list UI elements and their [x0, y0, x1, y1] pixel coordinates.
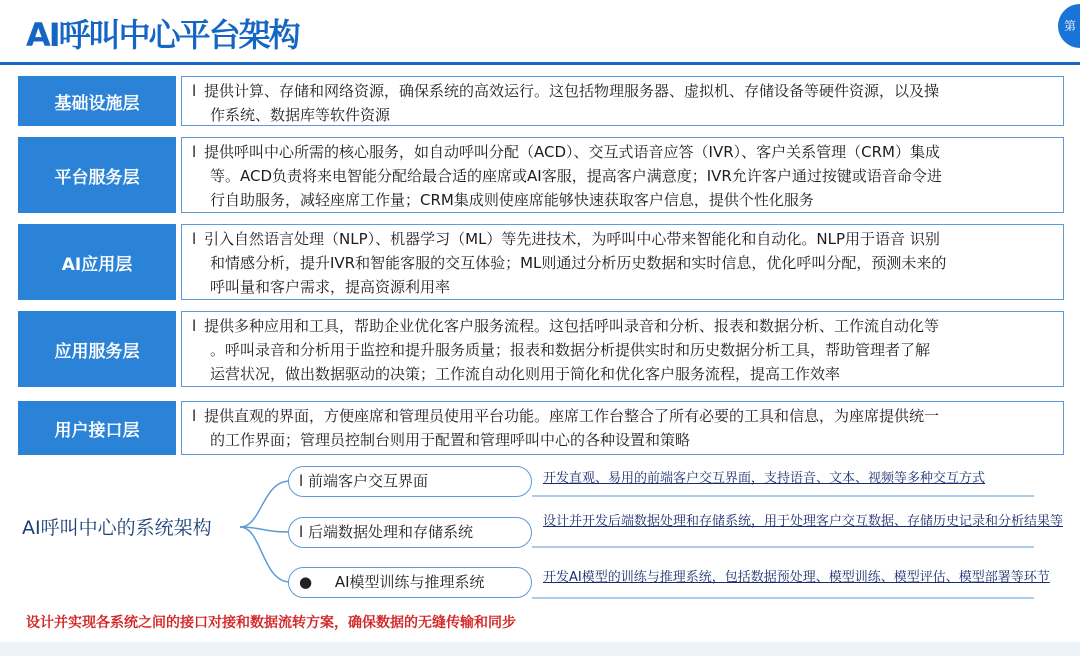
node-desc-backend: 设计并开发后端数据处理和存储系统，用于处理客户交互数据、存储历史记录和分析结果等: [543, 514, 1064, 529]
desc-line: 和情感分析，提升IVR和智能客服的交互体验；ML则通过分析历史数据和实时信息，优化呼叫分配，预测未来的: [210, 254, 947, 272]
node-marker: l: [299, 523, 304, 541]
node-marker: l: [299, 472, 304, 490]
layer-description: l 提供多种应用和工具，帮助企业优化客户服务流程。这包括呼叫录音和分析、报表和数据分析、工作流自动化等 。呼叫录音和分析用于监控和提升服务质量；报表和数据分析提供实时和历史数据分析工具，帮助管理者了解 运营状况，做出数据驱动的决策；工作流自动化则用于简化和优化客户服务流程，提高工作效率: [181, 311, 1064, 387]
footer-note: 设计并实现各系统之间的接口对接和数据流转方案，确保数据的无缝传输和同步: [26, 615, 516, 631]
desc-line: 提供直观的界面，方便座席和管理员使用平台功能。座席工作台整合了所有必要的工具和信息，为座席提供统一: [204, 407, 940, 425]
desc-line: 提供多种应用和工具，帮助企业优化客户服务流程。这包括呼叫录音和分析、报表和数据分析、工作流自动化等: [204, 317, 940, 335]
node-label: AI模型训练与推理系统: [334, 573, 485, 591]
layer-row-ai-application: [18, 224, 1064, 300]
desc-line: 行自助服务，减轻座席工作量；CRM集成则使座席能够快速获取客户信息，提供个性化服务: [210, 191, 814, 209]
layer-row-user-interface: [18, 401, 1064, 455]
desc-line: 作系统、数据库等软件资源: [210, 106, 391, 124]
layer-row-platform-services: [18, 137, 1064, 213]
desc-line: 呼叫量和客户需求，提高资源利用率: [210, 278, 451, 296]
desc-line: 提供呼叫中心所需的核心服务，如自动呼叫分配（ACD）、交互式语音应答（IVR）、客户关系管理（CRM）集成: [204, 143, 940, 161]
layer-description: l 提供计算、存储和网络资源，确保系统的高效运行。这包括物理服务器、虚拟机、存储设备等硬件资源，以及操 作系统、数据库等软件资源: [181, 76, 1064, 126]
layer-label: 应用服务层: [18, 311, 176, 387]
layer-label: 平台服务层: [18, 137, 176, 213]
mindmap-node-frontend: [288, 466, 532, 497]
layer-label: 基础设施层: [18, 76, 176, 126]
layer-label: AI应用层: [18, 224, 176, 300]
node-desc-frontend: 开发直观、易用的前端客户交互界面，支持语音、文本、视频等多种交互方式: [543, 471, 986, 486]
desc-line: 的工作界面；管理员控制台则用于配置和管理呼叫中心的各种设置和策略: [210, 431, 691, 449]
layer-label: 用户接口层: [18, 401, 176, 455]
mindmap-node-ai-model: [288, 567, 532, 598]
layer-row-application-services: [18, 311, 1064, 387]
mindmap-node-backend: [288, 517, 532, 548]
desc-line: 等。ACD负责将来电智能分配给最合适的座席或AI客服，提高客户满意度；IVR允许客户通过按键或语音命令进: [210, 167, 942, 185]
page-title: AI呼叫中心平台架构: [26, 16, 299, 54]
bottom-bar: [0, 642, 1080, 656]
layer-description: l 提供直观的界面，方便座席和管理员使用平台功能。座席工作台整合了所有必要的工具和信息，为座席提供统一 的工作界面；管理员控制台则用于配置和管理呼叫中心的各种设置和策略: [181, 401, 1064, 455]
desc-line: 提供计算、存储和网络资源，确保系统的高效运行。这包括物理服务器、虚拟机、存储设备等硬件资源，以及操: [204, 82, 940, 100]
desc-line: 。呼叫录音和分析用于监控和提升服务质量；报表和数据分析提供实时和历史数据分析工具，帮助管理者了解: [210, 341, 931, 359]
mindmap-root: AI呼叫中心的系统架构: [22, 517, 212, 539]
layer-description: l 引入自然语言处理（NLP）、机器学习（ML）等先进技术，为呼叫中心带来智能化和自动化。NLP用于语音 识别 和情感分析，提升IVR和智能客服的交互体验；ML则通过分析历史数据和实时信息，优化呼叫分配，预测未来的 呼叫量和客户需求，提高资源利用率: [181, 224, 1064, 300]
layer-description: l 提供呼叫中心所需的核心服务，如自动呼叫分配（ACD）、交互式语音应答（IVR）、客户关系管理（CRM）集成 等。ACD负责将来电智能分配给最合适的座席或AI客服，提高客户满意度；IVR允许客户通过按键或语音命令进 行自助服务，减轻座席工作量；CRM集成则使座席能够快速获取客户信息，提供个性化服务: [181, 137, 1064, 213]
desc-line: 运营状况，做出数据驱动的决策；工作流自动化则用于简化和优化客户服务流程，提高工作效率: [210, 365, 841, 383]
title-divider: [0, 62, 1080, 65]
page-badge: 第: [1058, 4, 1080, 48]
node-marker: ●: [299, 573, 313, 591]
desc-line: 引入自然语言处理（NLP）、机器学习（ML）等先进技术，为呼叫中心带来智能化和自动化。NLP用于语音 识别: [204, 230, 940, 248]
layer-row-infrastructure: [18, 76, 1064, 126]
node-label: 后端数据处理和存储系统: [307, 523, 473, 541]
node-label: 前端客户交互界面: [307, 472, 428, 490]
node-desc-ai-model: 开发AI模型的训练与推理系统，包括数据预处理、模型训练、模型评估、模型部署等环节: [543, 570, 1050, 585]
